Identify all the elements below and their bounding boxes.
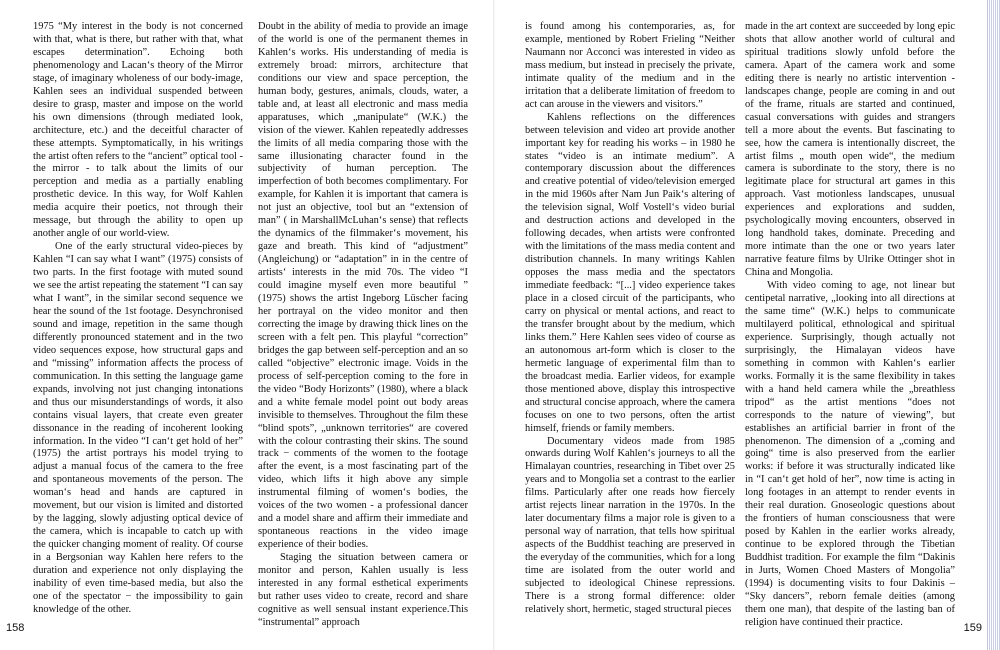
right-page-column-2 (745, 21, 955, 628)
paragraph: 1975 “My interest in the body is not concerned with that, what is there, but rather with that, what escapes determination”. Echoing both phenomenology and Lacan‘s theory of the Mirror stage, of imaginary wholeness of our body-image, Kahlen sees an individual suspended between desire to grasp, master and impose on the world his own dimensions (through mediated look, architecture, etc.) and the deceitful character of these attempts. Symptomatically, in his writings the artist often refers to the “ancient” optical tool - the mirror - to talk about the limits of our perception and media as a partially enabling prosthetic device. In this way, for Wolf Kahlen media acquire their poetics, not through their message, but through the ability to open up another angle of our world-view. (33, 21, 243, 240)
paragraph: One of the early structural video-pieces by Kahlen “I can say what I want” (1975) consists of two parts. In the first footage with muted sound we see the artist repeating the statement “I can say what I want”, in the similar second sequence we hear the sound of the 1st footage. Desynchronised sound and image, repetition in the same though differently pronounced statement and in the two video sequences expose, how structural gaps and and “missing” information affects the process of communication. In this setting the language game expands, involving not just changing intonations and thus our misunderstandings of words, it also contains visual layers, that create even greater dissonance in the reading of incoherent looking information. In the video “I can‘t get hold of her” (1975) the artist portrays his model trying to adjust a manual focus of the camera to the free and spontaneous movements of the person. The woman‘s head and hands are captured in movement, but our vision is limited and distorted by the lagging, slowly adjusting optical device of the camera, which is incapable to catch up with the quicker changing moment of reality. Of course in a Bergsonian way Kahlen here refers to the duration and experience not only displaying the inability of even time-based media, but also the one of the spectator − the impossibility to gain knowledge of the other. (33, 241, 243, 615)
page-edges (988, 0, 1000, 650)
paragraph: Staging the situation between camera or monitor and person, Kahlen usually is less interested in any formal esthetical experiments but rather uses video to create, record and share cognitive as well sensual instant experience.This “instrumental” approach (258, 552, 468, 628)
paragraph: Documentary videos made from 1985 onwards during Wolf Kahlen‘s journeys to all the Himalayan countries, researching in Tibet over 25 years and to Mongolia set a contrast to the earlier films. Particularly after one reads how fiercely artist rejects linear narration in the 1970s. In the later documentary films a major role is given to a personal way of narration, that tells how spiritual aspects of the Buddhist teaching are preserved in the everyday of the communities, which for a long time are isolated from the outer world and subjected to ideological Chinese repressions. There is a strong formal difference: older relatively short, hermetic, staged structural pieces (525, 435, 735, 615)
left-page (0, 0, 494, 650)
page-number-right: 159 (963, 622, 982, 634)
left-page-column-2 (258, 21, 468, 628)
paragraph: Kahlens reflections on the differences between television and video art provide another important key for reading his works – in 1980 he states “video is an intimate medium”. A contemporary discussion about the differences and creative potential of video/television emerged in the mid 1960s after Nam Jun Paik‘s altering of the television signal, Wolf Vostell‘s video burial and destruction actions and developed in the following decades, when artists were confronted with the limitations of the mass media content and distribution channels. In many writings Kahlen opposes the mass media and the spectators immediate feedback: “[...] video experience takes place in a closed circuit of the participants, who carry on physical or mental actions, and react to the transfer brought about by the medium, which links them.” Here Kahlen sees video of course as an autonomous art-form which is closer to the hermetic language of experimental film than to the broadcast media. Earlier videos, for example those mentioned above, display this introspective and structural concise approach, where the camera focuses on one to two persons, often the artist himself, friends or family members. (525, 111, 735, 434)
page-number-left: 158 (6, 622, 25, 634)
right-page (494, 0, 988, 650)
right-page-column-1 (525, 21, 735, 615)
paragraph: is found among his contemporaries, as, for example, mentioned by Robert Frieling “Neither Naumann nor Acconci was interested in video as mass medium, but instead in precisely the private, intimate quality of the medium and in the irritation that a deliberate limitation of freedom to act can arouse in the viewers and visitors.” (525, 21, 735, 110)
left-page-column-1 (33, 21, 243, 615)
paragraph: Doubt in the ability of media to provide an image of the world is one of the permanent themes in Kahlen‘s works. His understanding of media is extremely broad: mirrors, architecture that conditions our view and space perception, the human body, gestures, animals, clouds, water, a table and, at least all electronic and mass media apparatuses, which „manipulate“ (W.K.) the vision of the viewer. Kahlen repeatedly addresses the limits of all media comparing those with the same illusionating character found in the subjectivity of human perception. The imperfection of both becomes complimentary. For example, for Kahlen it is important that camera is not just an objective, tool but an “extension of man” ( in MarshallMcLuhan‘s sense) that reflects the dynamics of the filmmaker‘s movement, his gaze and breath. This kind of “adjustment” (Angleichung) or “adaptation” in in the centre of artists‘ interests in the mid 70s. The video “I could imagine myself even more beautiful ” (1975) shows the artist Ingeborg Lüscher facing her portrayal on the video monitor and then correcting the image by drawing thick lines on the screen with a felt pen. This playful “correction” bridges the gap between self-perception and an so called “objective” electronic image. Voids in the process of self-perception coming to the fore in the video “Body Horizonts” (1980), where a black and a white female model point out body areas invisible to themselves. Throughout the film these “blind spots”, „unknown territories“ are covered with the colour contrasting their skins. The sound track − comments of the women to the footage after the event, is a most fascinating part of the video, which lifts it high above any simple instrumental filming of women‘s bodies, the voices of the two women - a professional dancer and a model share and affirm their immediate and spontaneous reactions in the video image experience of their bodies. (258, 21, 468, 551)
paragraph: made in the art context are succeeded by long epic shots that allow another world of cultural and spiritual traditions slowly unfold before the camera. Apart of the camera work and some editing there is nearly no artistic intervention - landscapes change, people are coming in and out of the frame, rituals are started and continued, casual conversations with guides and strangers tell a more about the events. But fascinating to see, how the camera is intentionally discreet, the artist films „ mouth open wide“, the medium camera is subordinate to the story, there is no legitimate place for structural art games in this approach. Vast motionless landscapes, unusual experiences and explorations and sudden, psychologically moving encounters, observed in long handhold takes, dominate. Preceding and more intimate than the one or two years later narrative feature films by Ulrike Ottinger shot in China and Mongolia. (745, 21, 955, 279)
paragraph: With video coming to age, not linear but centipetal narrative, „looking into all directions at the same time“ (W.K.) helps to communicate multilayerd political, ethnological and spiritual experience. Surprisingly, though actually not surprisingly, the Himalayan videos have something in common with Kahlen‘s earlier works. Formally it is the same flexibility in takes with a hand held camera while the „breathless tripod“ as the artist mentions “does not corresponds to the nature of viewing”, but establishes an artificial barrier in front of the phenomenon. The dimension of a „coming and going“ time is also preserved from the earlier works: if before it was structurally indicated like in “I can‘t get hold of her”, now time is acting in long footages in an attempt to render events in their real duration. Gnoseologic questions about the frontiers of human consciousness that were posed by Kahlen in the earlier works already, continue to be explored through the Tibetian Buddhist tradition. For example the film “Dakinis in Jurts, Women Choed Masters of Mongolia” (1994) is documenting visits to four Dakinis – “Sky dancers”, reborn female deities (among them one man), that despite of the lasting ban of religion have continued their practice. (745, 280, 955, 628)
